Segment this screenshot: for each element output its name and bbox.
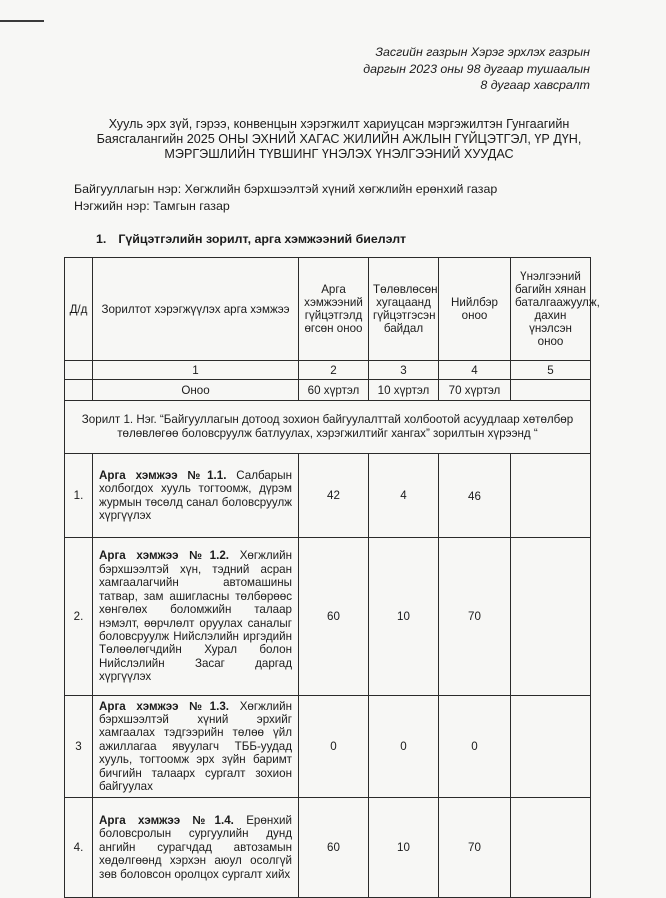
approval-line-1: Засгийн газрын Хэрэг эрхлэх газрын	[375, 45, 590, 59]
activity-label: Арга хэмжээ №1.1.	[99, 468, 227, 482]
activity-label: Арга хэмжээ №1.3.	[99, 699, 229, 713]
goal-row	[65, 401, 591, 454]
title-line-2: Баясгалангийн 2025 ОНЫ ЭХНИЙ ХАГАС ЖИЛИЙН АЖЛЫН ГҮЙЦЭТГЭЛ, ҮР ДҮН,	[96, 132, 582, 146]
score-total: 70	[439, 538, 511, 696]
scan-edge-mark	[0, 20, 44, 22]
max-score-timeliness: 10 хүртэл	[369, 380, 439, 401]
organization-name: Байгууллагын нэр: Хөгжлийн бэрхшээлтэй хүний хөгжлийн ерөнхий газар	[74, 182, 498, 196]
score-reviewer	[511, 696, 591, 798]
score-completion: 60	[299, 798, 369, 898]
table-header-row	[65, 258, 591, 361]
unit-name: Нэгжийн нэр: Тамгын газар	[74, 199, 230, 213]
score-timeliness: 10	[369, 798, 439, 898]
row-index: 1.	[65, 454, 93, 538]
max-score-reviewer	[511, 380, 591, 401]
performance-table	[64, 257, 600, 898]
score-total: 0	[439, 696, 511, 798]
row-index: 2.	[65, 538, 93, 696]
activity-text: Ерөнхий боловсролын сургуулийн дунд ангийн сурагчдад автозамын хөдөлгөөнд хэрхэн аюул осолгүй зөв боловсон оролцох сургалт хийх	[99, 813, 292, 881]
row-index: 4.	[65, 798, 93, 898]
score-reviewer	[511, 538, 591, 696]
column-number: 5	[511, 361, 591, 380]
document-title	[74, 117, 604, 162]
section-number: 1.	[96, 232, 107, 246]
activity-description	[93, 798, 299, 898]
activity-text: Салбарын холбогдох хууль тогтоомж, дүрэм журмын төсөлд санал боловсруулж хүргүүлэх	[99, 468, 292, 522]
activity-label: Арга хэмжээ №1.2.	[99, 549, 229, 563]
approval-line-2: даргын 2023 оны 98 дугаар тушаалын	[363, 61, 590, 76]
approval-note	[290, 44, 590, 94]
score-timeliness: 4	[369, 454, 439, 538]
score-reviewer	[511, 798, 591, 898]
activity-description	[93, 696, 299, 798]
column-number: 3	[369, 361, 439, 380]
max-score-blank	[65, 380, 93, 401]
header-score-completion: Арга хэмжээний гүйцэтгэлд өгсөн оноо	[299, 258, 369, 361]
table-row	[65, 538, 591, 696]
score-completion: 42	[299, 454, 369, 538]
activity-text: Хөгжлийн бэрхшээлтэй хүн, тэдний асран хамгаалагчийн автомашины татвар, зам ашигласны төлбөрөөс хөнгөлөх боломжийн талаар нэмэлт, өөрчлөлт оруулах саналыг боловсруулж Нийслэлийн иргэдийн Төлөөлөгчдийн Хурал болон Нийслэлийн Засаг даргад хүргүүлэх	[99, 549, 292, 684]
score-timeliness: 0	[369, 696, 439, 798]
column-number-row	[65, 361, 591, 380]
max-score-completion: 60 хүртэл	[299, 380, 369, 401]
row-index: 3	[65, 696, 93, 798]
activity-label: Арга хэмжээ №1.4.	[99, 813, 234, 827]
table-row	[65, 454, 591, 538]
table-row	[65, 696, 591, 798]
score-total: 46	[439, 454, 511, 538]
header-reviewer-score: Үнэлгээний багийн хянан баталгаажуулж, дахин үнэлсэн оноо	[511, 258, 591, 361]
activity-text: Хөгжлийн бэрхшээлтэй хүний эрхийг хамгаалах тэдгээрийн төлөө үйл ажиллагаа явуулагч ТББ-уудад хууль, тогтоомж эрх зүйн баримт бичгийн талаарх сургалт зохион байгуулах	[99, 699, 292, 794]
score-completion: 60	[299, 538, 369, 696]
header-score-total: Нийлбэр оноо	[439, 258, 511, 361]
score-reviewer	[511, 454, 591, 538]
score-completion: 0	[299, 696, 369, 798]
section-heading	[96, 232, 406, 246]
max-score-row	[65, 380, 591, 401]
title-line-3: МЭРГЭШЛИЙН ТҮВШИНГ ҮНЭЛЭХ ҮНЭЛГЭЭНИЙ ХУУДАС	[164, 147, 514, 161]
header-measure: Зорилтот хэрэгжүүлэх арга хэмжээ	[93, 258, 299, 361]
header-no: Д/д	[65, 258, 93, 361]
column-number: 2	[299, 361, 369, 380]
activity-description	[93, 538, 299, 696]
approval-line-3: 8 дугаар хавсралт	[480, 78, 590, 92]
column-number: 1	[93, 361, 299, 380]
score-timeliness: 10	[369, 538, 439, 696]
section-title-text: Гүйцэтгэлийн зорилт, арга хэмжээний биелэлт	[118, 232, 407, 246]
column-number-blank	[65, 361, 93, 380]
goal-text: Зорилт 1. Нэг. “Байгууллагын дотоод зохион байгуулалттай холбоотой асуудлаар хөтөлбөр төлөвлөгөө боловсруулж батлуулах, хэрэгжилтийг хангах” зорилтын хүрээнд “	[65, 401, 591, 454]
max-score-label: Оноо	[93, 380, 299, 401]
score-total: 70	[439, 798, 511, 898]
activity-description	[93, 454, 299, 538]
title-line-1: Хууль эрх зүй, гэрээ, конвенцын хэрэгжилт хариуцсан мэргэжилтэн Гунгаагийн	[108, 117, 570, 131]
column-number: 4	[439, 361, 511, 380]
table-row	[65, 798, 591, 898]
max-score-total: 70 хүртэл	[439, 380, 511, 401]
header-score-timeliness: Төлөвлөсөн хугацаанд гүйцэтгэсэн байдал	[369, 258, 439, 361]
